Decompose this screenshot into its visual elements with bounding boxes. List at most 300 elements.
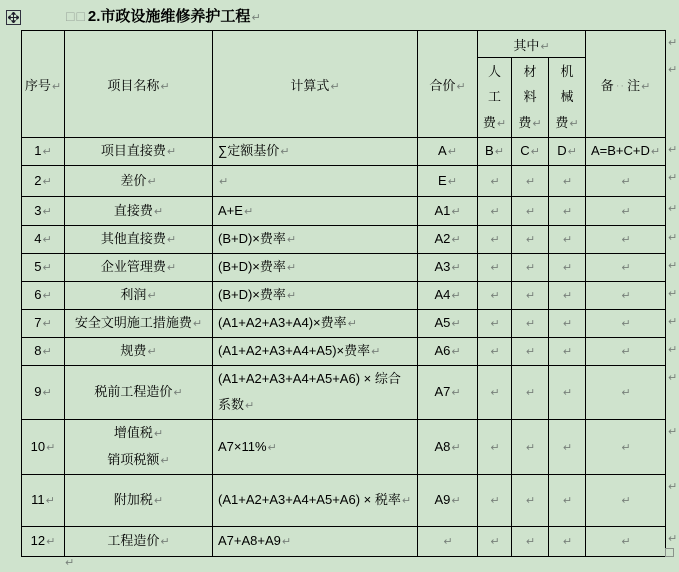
- paragraph-mark: ↵: [451, 440, 461, 454]
- paragraph-mark: ↵: [42, 145, 52, 158]
- cell-text: 2: [34, 172, 42, 188]
- paragraph-mark: ↵: [160, 79, 170, 93]
- cell-total-price[interactable]: [418, 226, 478, 254]
- cell-total-price[interactable]: [418, 282, 478, 310]
- paragraph-mark: ↵: [490, 261, 500, 274]
- cell-serial[interactable]: [22, 310, 65, 338]
- cell-text: 3: [34, 202, 42, 218]
- paragraph-mark: ↵: [668, 286, 678, 300]
- paragraph-mark: ↵: [65, 556, 75, 569]
- paragraph-mark: ↵: [525, 174, 536, 188]
- cell-remark[interactable]: [586, 226, 666, 254]
- paragraph-mark: ↵: [621, 494, 631, 507]
- paragraph-mark: ↵: [286, 261, 297, 274]
- cell-formula[interactable]: [213, 282, 418, 310]
- cell-text: 增值税: [113, 425, 153, 440]
- paragraph-mark: ↵: [42, 386, 52, 399]
- paragraph-mark: ↵: [650, 145, 661, 158]
- cell-material-cost[interactable]: [512, 366, 549, 420]
- paragraph-mark: ↵: [621, 345, 631, 358]
- cell-text: A+E: [218, 202, 243, 218]
- cell-formula[interactable]: [213, 338, 418, 366]
- paragraph-mark: ↵: [42, 289, 52, 302]
- cell-text: (A1+A2+A3+A4)×费率: [218, 315, 347, 330]
- cell-serial[interactable]: [22, 338, 65, 366]
- cell-labor-cost[interactable]: [478, 420, 512, 475]
- header-col-labor-cost[interactable]: 人 工 费↵: [478, 58, 512, 138]
- cell-machine-cost[interactable]: [549, 138, 586, 166]
- cell-text: (B+D)×费率: [218, 259, 286, 274]
- paragraph-mark: ↵: [562, 261, 573, 274]
- paragraph-mark: ↵: [562, 535, 573, 548]
- table-row: [22, 475, 666, 527]
- cell-serial[interactable]: [22, 475, 65, 527]
- cell-remark[interactable]: [586, 310, 666, 338]
- cell-text: A: [438, 143, 447, 158]
- cell-labor-cost[interactable]: [478, 197, 512, 226]
- paragraph-mark: ↵: [562, 386, 573, 399]
- move-arrows-icon: [8, 12, 19, 23]
- cell-serial[interactable]: [22, 138, 65, 166]
- cell-total-price[interactable]: [418, 138, 478, 166]
- paragraph-mark: ↵: [532, 116, 542, 130]
- remark-label-right: 注: [627, 77, 641, 93]
- header-col-item-name[interactable]: 项目名称↵: [65, 31, 213, 138]
- cell-material-cost[interactable]: [512, 282, 549, 310]
- cell-item-name[interactable]: [65, 282, 213, 310]
- cell-serial[interactable]: [22, 527, 65, 557]
- cell-labor-cost[interactable]: [478, 282, 512, 310]
- paragraph-mark: ↵: [562, 317, 573, 330]
- cell-item-name[interactable]: [65, 338, 213, 366]
- cell-material-cost[interactable]: [512, 166, 549, 197]
- paragraph-mark: ↵: [153, 204, 164, 218]
- paragraph-mark: ↵: [251, 11, 261, 24]
- cell-labor-cost[interactable]: [478, 254, 512, 282]
- paragraph-mark: ↵: [525, 289, 536, 302]
- paragraph-mark: ↵: [668, 62, 678, 76]
- cell-text: ∑定额基价: [218, 143, 280, 158]
- paragraph-mark: ↵: [525, 386, 536, 399]
- cell-material-cost[interactable]: [512, 527, 549, 557]
- cell-item-name[interactable]: [65, 527, 213, 557]
- paragraph-mark: ↵: [192, 317, 203, 330]
- document-title: 2.市政设施维修养护工程: [87, 8, 251, 25]
- cell-text: B: [485, 143, 494, 158]
- paragraph-mark: ↵: [286, 289, 297, 302]
- cell-text: C: [520, 143, 530, 158]
- header-col-material-cost[interactable]: 材 料 费↵: [512, 58, 549, 138]
- paragraph-mark: ↵: [443, 535, 453, 548]
- cell-item-name[interactable]: [65, 226, 213, 254]
- paragraph-mark: ↵: [525, 317, 536, 330]
- cell-text: A5: [434, 315, 451, 330]
- paragraph-mark: ↵: [147, 289, 157, 302]
- cell-text: (B+D)×费率: [218, 287, 286, 302]
- cell-total-price[interactable]: [418, 475, 478, 527]
- table-resize-handle[interactable]: [665, 548, 674, 557]
- cell-material-cost[interactable]: [512, 226, 549, 254]
- table-row: [22, 138, 666, 166]
- cell-item-name[interactable]: [65, 475, 213, 527]
- cell-remark[interactable]: [586, 527, 666, 557]
- paragraph-mark: ↵: [347, 317, 357, 330]
- cell-text: 10: [30, 438, 46, 454]
- paragraph-mark: ↵: [569, 116, 579, 130]
- cell-text: 其他直接费: [100, 231, 166, 246]
- paragraph-mark: ↵: [267, 440, 277, 454]
- paragraph-mark: ↵: [562, 494, 573, 507]
- cell-text: A4: [434, 287, 451, 302]
- cell-text: A2: [434, 231, 451, 246]
- cell-text: 企业管理费: [100, 259, 166, 274]
- cell-labor-cost[interactable]: [478, 138, 512, 166]
- cell-machine-cost[interactable]: [549, 420, 586, 475]
- cell-text: 5: [34, 259, 42, 274]
- header-col-machine-cost[interactable]: 机 械 费↵: [549, 58, 586, 138]
- cell-item-name[interactable]: [65, 366, 213, 420]
- cell-text: 利润: [120, 287, 147, 302]
- paragraph-mark: ↵: [668, 479, 678, 493]
- paragraph-mark: ↵: [42, 233, 52, 246]
- cell-labor-cost[interactable]: [478, 226, 512, 254]
- paragraph-mark: ↵: [567, 145, 577, 158]
- cell-labor-cost[interactable]: [478, 527, 512, 557]
- paragraph-mark: ↵: [153, 494, 164, 507]
- table-row: [22, 338, 666, 366]
- paragraph-mark: ↵: [153, 427, 164, 440]
- cell-machine-cost[interactable]: [549, 197, 586, 226]
- paragraph-mark: ↵: [668, 230, 678, 244]
- paragraph-mark: ↵: [42, 174, 52, 188]
- table-row: [22, 197, 666, 226]
- cell-machine-cost[interactable]: [549, 226, 586, 254]
- cell-formula[interactable]: [213, 226, 418, 254]
- table-row: [22, 226, 666, 254]
- cell-text: 附加税: [113, 492, 153, 507]
- cell-labor-cost[interactable]: [478, 310, 512, 338]
- cell-formula[interactable]: [213, 366, 418, 420]
- cell-total-price[interactable]: [418, 166, 478, 197]
- paragraph-mark: ↵: [45, 494, 55, 507]
- cell-labor-cost[interactable]: [478, 166, 512, 197]
- paragraph-mark: ↵: [173, 386, 183, 399]
- cell-machine-cost[interactable]: [549, 338, 586, 366]
- paragraph-mark: ↵: [490, 386, 500, 399]
- cell-text: 工程造价: [107, 533, 160, 548]
- paragraph-mark: ↵: [490, 233, 500, 246]
- paragraph-mark: ↵: [490, 494, 500, 507]
- paragraph-mark: ↵: [621, 317, 631, 330]
- cell-formula[interactable]: [213, 420, 418, 475]
- cell-total-price[interactable]: [418, 420, 478, 475]
- cell-formula[interactable]: [213, 527, 418, 557]
- table-move-handle[interactable]: [6, 10, 21, 25]
- cell-serial[interactable]: [22, 226, 65, 254]
- paragraph-mark: ↵: [46, 440, 56, 454]
- cell-total-price[interactable]: [418, 197, 478, 226]
- cell-item-name[interactable]: [65, 254, 213, 282]
- cell-formula[interactable]: [213, 310, 418, 338]
- paragraph-mark: ↵: [286, 233, 297, 246]
- cell-text: 税前工程造价: [94, 384, 173, 399]
- paragraph-mark: ↵: [160, 535, 170, 548]
- paragraph-mark: ↵: [525, 494, 536, 507]
- cell-text: 直接费: [113, 202, 153, 218]
- paragraph-mark: ↵: [668, 35, 678, 49]
- paragraph-mark: ↵: [668, 424, 678, 438]
- cell-formula[interactable]: [213, 197, 418, 226]
- cell-machine-cost[interactable]: [549, 282, 586, 310]
- cell-remark[interactable]: [586, 197, 666, 226]
- cell-remark[interactable]: [586, 338, 666, 366]
- paragraph-mark: ↵: [621, 233, 631, 246]
- paragraph-mark: ↵: [562, 289, 573, 302]
- table-header: [22, 31, 666, 138]
- cell-total-price[interactable]: [418, 366, 478, 420]
- cell-text: 安全文明施工措施费: [74, 315, 192, 330]
- table-row: [22, 420, 666, 475]
- table-row: [22, 527, 666, 557]
- paragraph-mark: ↵: [42, 204, 52, 218]
- cell-remark[interactable]: [586, 138, 666, 166]
- space-marks: ··: [615, 79, 626, 92]
- cell-text: 12: [30, 533, 46, 548]
- cell-machine-cost[interactable]: [549, 310, 586, 338]
- paragraph-mark: ↵: [160, 454, 170, 467]
- cell-text: A9: [434, 492, 451, 507]
- paragraph-mark: ↵: [525, 204, 536, 218]
- paragraph-mark: ↵: [621, 204, 631, 218]
- cell-item-name[interactable]: [65, 420, 213, 475]
- cell-text: 6: [34, 287, 42, 302]
- cell-text: 项目直接费: [100, 143, 166, 158]
- paragraph-mark: ↵: [668, 314, 678, 328]
- cell-text: A=B+C+D: [590, 143, 650, 158]
- cell-text: 1: [34, 143, 42, 158]
- paragraph-mark: ↵: [525, 440, 536, 454]
- paragraph-mark: ↵: [668, 170, 678, 184]
- paragraph-mark: ↵: [447, 174, 457, 188]
- cell-text: (A1+A2+A3+A4+A5+A6) × 税率: [218, 492, 401, 507]
- paragraph-mark: ↵: [525, 261, 536, 274]
- cell-text: (A1+A2+A3+A4+A5)×费率: [218, 343, 371, 358]
- paragraph-mark: ↵: [166, 233, 177, 246]
- paragraph-mark: ↵: [451, 345, 461, 358]
- cell-text: A8: [434, 438, 451, 454]
- paragraph-mark: ↵: [451, 289, 461, 302]
- table-row: [22, 166, 666, 197]
- cell-remark[interactable]: [586, 282, 666, 310]
- cell-serial[interactable]: [22, 420, 65, 475]
- cell-machine-cost[interactable]: [549, 254, 586, 282]
- cell-item-name[interactable]: [65, 197, 213, 226]
- remark-label-left: 备: [600, 77, 614, 93]
- paragraph-mark: ↵: [621, 535, 631, 548]
- paragraph-mark: ↵: [166, 261, 177, 274]
- paragraph-mark: ↵: [456, 79, 466, 93]
- paragraph-mark: ↵: [447, 145, 457, 158]
- header-col-formula[interactable]: 计算式↵: [213, 31, 418, 138]
- paragraph-mark: ↵: [46, 535, 56, 548]
- paragraph-mark: ↵: [562, 174, 573, 188]
- table-row: [22, 310, 666, 338]
- paragraph-mark: ↵: [668, 342, 678, 356]
- paragraph-mark: ↵: [494, 145, 504, 158]
- paragraph-mark: ↵: [490, 204, 500, 218]
- paragraph-mark: ↵: [401, 494, 412, 507]
- cell-text: 4: [34, 231, 42, 246]
- header-col-serial[interactable]: 序号↵: [22, 31, 65, 138]
- cell-text: 9: [34, 384, 42, 399]
- cell-material-cost[interactable]: [512, 138, 549, 166]
- cell-item-name[interactable]: [65, 138, 213, 166]
- cell-item-name[interactable]: [65, 310, 213, 338]
- paragraph-mark: ↵: [668, 201, 678, 215]
- cell-remark[interactable]: [586, 475, 666, 527]
- cell-machine-cost[interactable]: [549, 166, 586, 197]
- cell-text: 销项税额: [107, 452, 160, 467]
- paragraph-mark: ↵: [490, 440, 500, 454]
- header-col-total-price[interactable]: 合价↵: [418, 31, 478, 138]
- table-body: [22, 138, 666, 557]
- paragraph-mark: ↵: [668, 531, 678, 545]
- cell-labor-cost[interactable]: [478, 475, 512, 527]
- paragraph-mark: ↵: [451, 494, 461, 507]
- cell-remark[interactable]: [586, 366, 666, 420]
- cell-text: 差价: [120, 172, 147, 188]
- cell-text: A7+A8+A9: [218, 533, 281, 548]
- cell-machine-cost[interactable]: [549, 475, 586, 527]
- paragraph-mark: ↵: [490, 317, 500, 330]
- paragraph-mark: ↵: [621, 386, 631, 399]
- paragraph-mark: ↵: [621, 174, 631, 188]
- cell-material-cost[interactable]: [512, 475, 549, 527]
- paragraph-mark: ↵: [166, 145, 177, 158]
- paragraph-mark: ↵: [540, 39, 550, 53]
- table-row: [22, 254, 666, 282]
- cell-text: 7: [34, 315, 42, 330]
- cell-text: E: [438, 172, 447, 188]
- cell-serial[interactable]: [22, 254, 65, 282]
- paragraph-mark: ↵: [42, 317, 52, 330]
- paragraph-mark: ↵: [371, 345, 381, 358]
- cell-total-price[interactable]: [418, 338, 478, 366]
- table-row: [22, 282, 666, 310]
- cell-machine-cost[interactable]: [549, 527, 586, 557]
- paragraph-mark: ↵: [562, 440, 573, 454]
- paragraph-mark: ↵: [219, 174, 229, 188]
- paragraph-mark: ↵: [490, 535, 500, 548]
- paragraph-mark: ↵: [641, 79, 651, 93]
- paragraph-mark: ↵: [668, 258, 678, 272]
- cell-labor-cost[interactable]: [478, 338, 512, 366]
- paragraph-mark: ↵: [668, 142, 678, 156]
- paragraph-mark: ↵: [496, 116, 507, 130]
- cell-total-price[interactable]: [418, 527, 478, 557]
- table-row: [22, 366, 666, 420]
- cell-labor-cost[interactable]: [478, 366, 512, 420]
- cell-serial[interactable]: [22, 366, 65, 420]
- cell-remark[interactable]: [586, 420, 666, 475]
- header-row-1: [22, 31, 666, 58]
- paragraph-mark: ↵: [51, 79, 62, 93]
- cell-formula[interactable]: [213, 475, 418, 527]
- document-title-line[interactable]: [66, 6, 261, 28]
- fullwidth-space-marks: □□: [66, 8, 87, 24]
- header-col-remark[interactable]: [586, 31, 666, 138]
- paragraph-mark: ↵: [451, 261, 461, 274]
- cell-text: 规费: [120, 343, 147, 358]
- paragraph-mark: ↵: [42, 261, 52, 274]
- paragraph-mark: ↵: [245, 399, 255, 412]
- cell-formula[interactable]: [213, 138, 418, 166]
- cell-text: (B+D)×费率: [218, 231, 286, 246]
- paragraph-mark: ↵: [330, 79, 340, 93]
- cell-material-cost[interactable]: [512, 338, 549, 366]
- cell-remark[interactable]: [586, 166, 666, 197]
- paragraph-mark: ↵: [147, 174, 157, 188]
- cell-text: 8: [34, 343, 42, 358]
- cell-text: A7×11%: [218, 438, 267, 454]
- paragraph-mark: ↵: [281, 535, 292, 548]
- cell-material-cost[interactable]: [512, 310, 549, 338]
- paragraph-mark: ↵: [490, 289, 500, 302]
- cell-material-cost[interactable]: [512, 420, 549, 475]
- paragraph-mark: ↵: [147, 345, 157, 358]
- paragraph-mark: ↵: [621, 440, 631, 454]
- paragraph-mark: ↵: [562, 204, 573, 218]
- cell-text: A1: [434, 202, 451, 218]
- cell-formula[interactable]: [213, 166, 418, 197]
- paragraph-mark: ↵: [451, 386, 461, 399]
- paragraph-mark: ↵: [451, 204, 461, 218]
- cell-text: (A1+A2+A3+A4+A5+A6) × 综合系数: [218, 371, 401, 412]
- cell-serial[interactable]: [22, 197, 65, 226]
- cost-table: [21, 30, 666, 557]
- paragraph-mark: ↵: [525, 535, 536, 548]
- cell-serial[interactable]: [22, 282, 65, 310]
- paragraph-mark: ↵: [243, 204, 254, 218]
- paragraph-mark: ↵: [280, 145, 290, 158]
- cell-text: A7: [434, 384, 451, 399]
- paragraph-mark: ↵: [621, 261, 631, 274]
- cell-formula[interactable]: [213, 254, 418, 282]
- paragraph-mark: ↵: [621, 289, 631, 302]
- paragraph-mark: ↵: [562, 233, 573, 246]
- header-col-among-which[interactable]: 其中↵: [478, 31, 586, 58]
- paragraph-mark: ↵: [451, 317, 461, 330]
- cell-total-price[interactable]: [418, 254, 478, 282]
- cell-material-cost[interactable]: [512, 197, 549, 226]
- cell-material-cost[interactable]: [512, 254, 549, 282]
- cell-serial[interactable]: [22, 166, 65, 197]
- cell-total-price[interactable]: [418, 310, 478, 338]
- paragraph-mark: ↵: [42, 345, 52, 358]
- cell-text: A6: [434, 343, 451, 358]
- cell-text: 11: [31, 492, 45, 507]
- paragraph-mark: ↵: [525, 233, 536, 246]
- paragraph-mark: ↵: [451, 233, 461, 246]
- paragraph-mark: ↵: [668, 370, 678, 384]
- paragraph-mark: ↵: [562, 345, 573, 358]
- paragraph-mark: ↵: [525, 345, 536, 358]
- paragraph-mark: ↵: [490, 345, 500, 358]
- cell-remark[interactable]: [586, 254, 666, 282]
- cell-text: D: [557, 143, 567, 158]
- cell-item-name[interactable]: [65, 166, 213, 197]
- cell-machine-cost[interactable]: [549, 366, 586, 420]
